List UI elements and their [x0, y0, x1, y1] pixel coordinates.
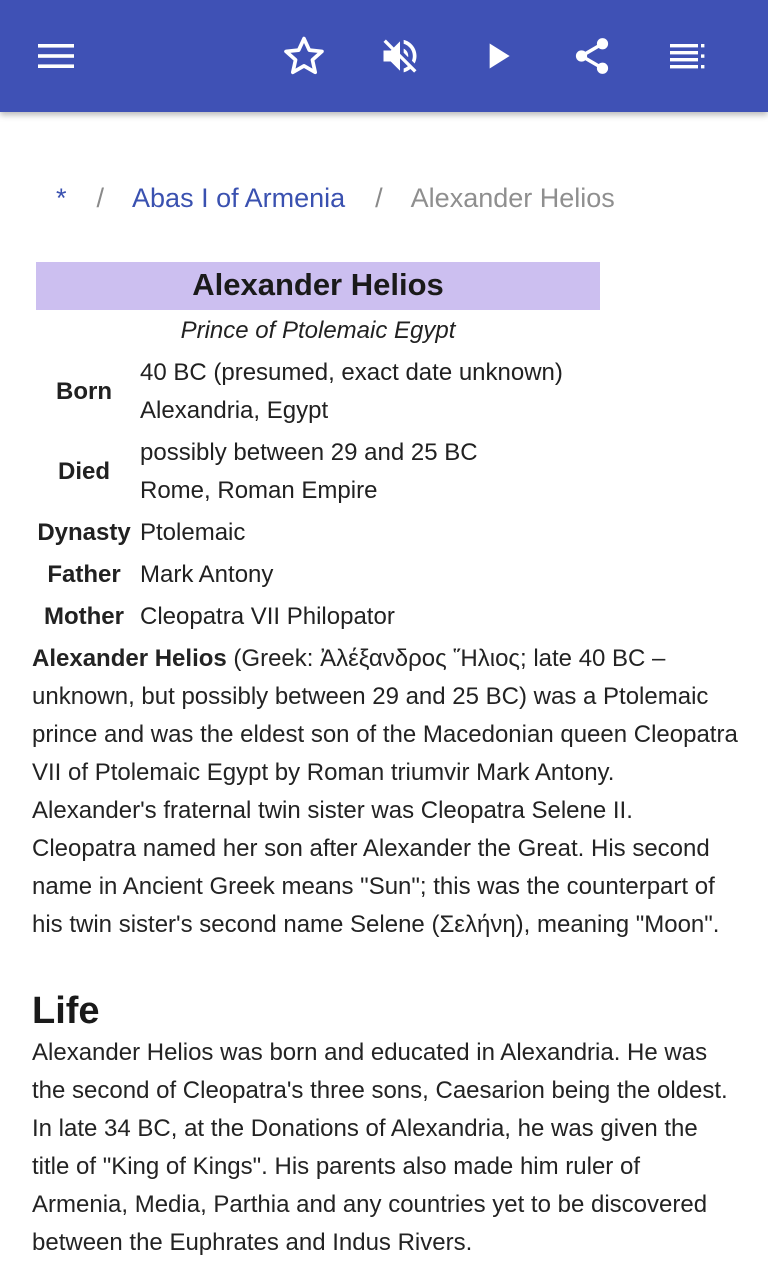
breadcrumb-separator: /: [375, 183, 383, 213]
share-icon: [571, 35, 613, 77]
contents-button[interactable]: [660, 28, 716, 84]
infobox-value-line: Rome, Roman Empire: [140, 477, 378, 504]
infobox-value: [136, 596, 563, 638]
intro-paragraph: [32, 640, 738, 944]
intro-subject-bold: Alexander Helios: [32, 645, 227, 672]
life-paragraph: Alexander Helios was born and educated in Alexandria. He was the second of Cleopatra's three sons, Caesarion being the oldest. In late 34 BC, at the Donations of Alexandria, he was given the title of "King of Kings". His parents also made him ruler of Armenia, Media, Parthia and any countries yet to be discovered between the Euphrates and Indus Rivers.: [32, 1039, 728, 1256]
breadcrumb-parent-link[interactable]: Abas I of Armenia: [132, 183, 346, 213]
infobox-value-line: possibly between 29 and 25 BC: [140, 439, 478, 466]
breadcrumb-current: Alexander Helios: [410, 183, 615, 213]
infobox-value: [136, 554, 563, 596]
infobox-subtitle: Prince of Ptolemaic Egypt: [180, 317, 456, 344]
infobox-value-line: Alexandria, Egypt: [140, 397, 329, 424]
infobox-row-mother: [36, 596, 563, 638]
app-toolbar: [0, 0, 768, 112]
breadcrumb-separator: /: [96, 183, 105, 213]
infobox-value: [136, 352, 563, 432]
intro-text: (Greek: Ἀλέξανδρος Ἥλιος; late 40 BC – unknown, but possibly between 29 and 25 BC) was a Ptolemaic prince and was the eldest son of the Macedonian queen Cleopatra VII of Ptolemaic Egypt by Roman triumvir Mark Antony. Alexander's fraternal twin sister was Cleopatra Selene II. Cleopatra named her son after Alexander the Great. His second name in Ancient Greek means "Sun"; this was the counterpart of his twin sister's second name Selene (Σελήνη), meaning "Moon".: [32, 645, 738, 938]
infobox-row-father: [36, 554, 563, 596]
infobox-row-dynasty: [36, 512, 563, 554]
star-outline-icon: [282, 34, 326, 78]
infobox-label: Mother: [44, 603, 124, 630]
menu-button[interactable]: [28, 28, 84, 84]
infobox-label: Died: [57, 458, 110, 485]
infobox-value: [136, 432, 563, 512]
section-heading-life: Life: [32, 990, 100, 1032]
infobox: [36, 262, 600, 638]
infobox-label: Born: [56, 378, 112, 405]
breadcrumb: [56, 180, 615, 216]
infobox-title: Alexander Helios: [36, 262, 600, 310]
share-button[interactable]: [564, 28, 620, 84]
volume-off-icon: [378, 34, 422, 78]
hamburger-menu-icon: [36, 36, 76, 76]
play-button[interactable]: [470, 28, 526, 84]
play-icon: [478, 36, 518, 76]
infobox-label: Father: [47, 561, 121, 588]
infobox-value-line: 40 BC (presumed, exact date unknown): [140, 359, 563, 386]
infobox-value-line: Ptolemaic: [140, 519, 246, 546]
infobox-value-line: Mark Antony: [140, 561, 274, 588]
breadcrumb-home-link[interactable]: *: [56, 183, 67, 213]
favorite-button[interactable]: [276, 28, 332, 84]
infobox-label: Dynasty: [37, 519, 131, 546]
mute-button[interactable]: [372, 28, 428, 84]
infobox-row-born: [36, 352, 563, 432]
list-contents-icon: [668, 36, 708, 76]
infobox-value-line: Cleopatra VII Philopator: [140, 603, 395, 630]
infobox-table: [36, 352, 563, 638]
infobox-value: [136, 512, 563, 554]
article-body: [32, 640, 738, 1262]
article-content[interactable]: [0, 112, 768, 1280]
infobox-row-died: [36, 432, 563, 512]
